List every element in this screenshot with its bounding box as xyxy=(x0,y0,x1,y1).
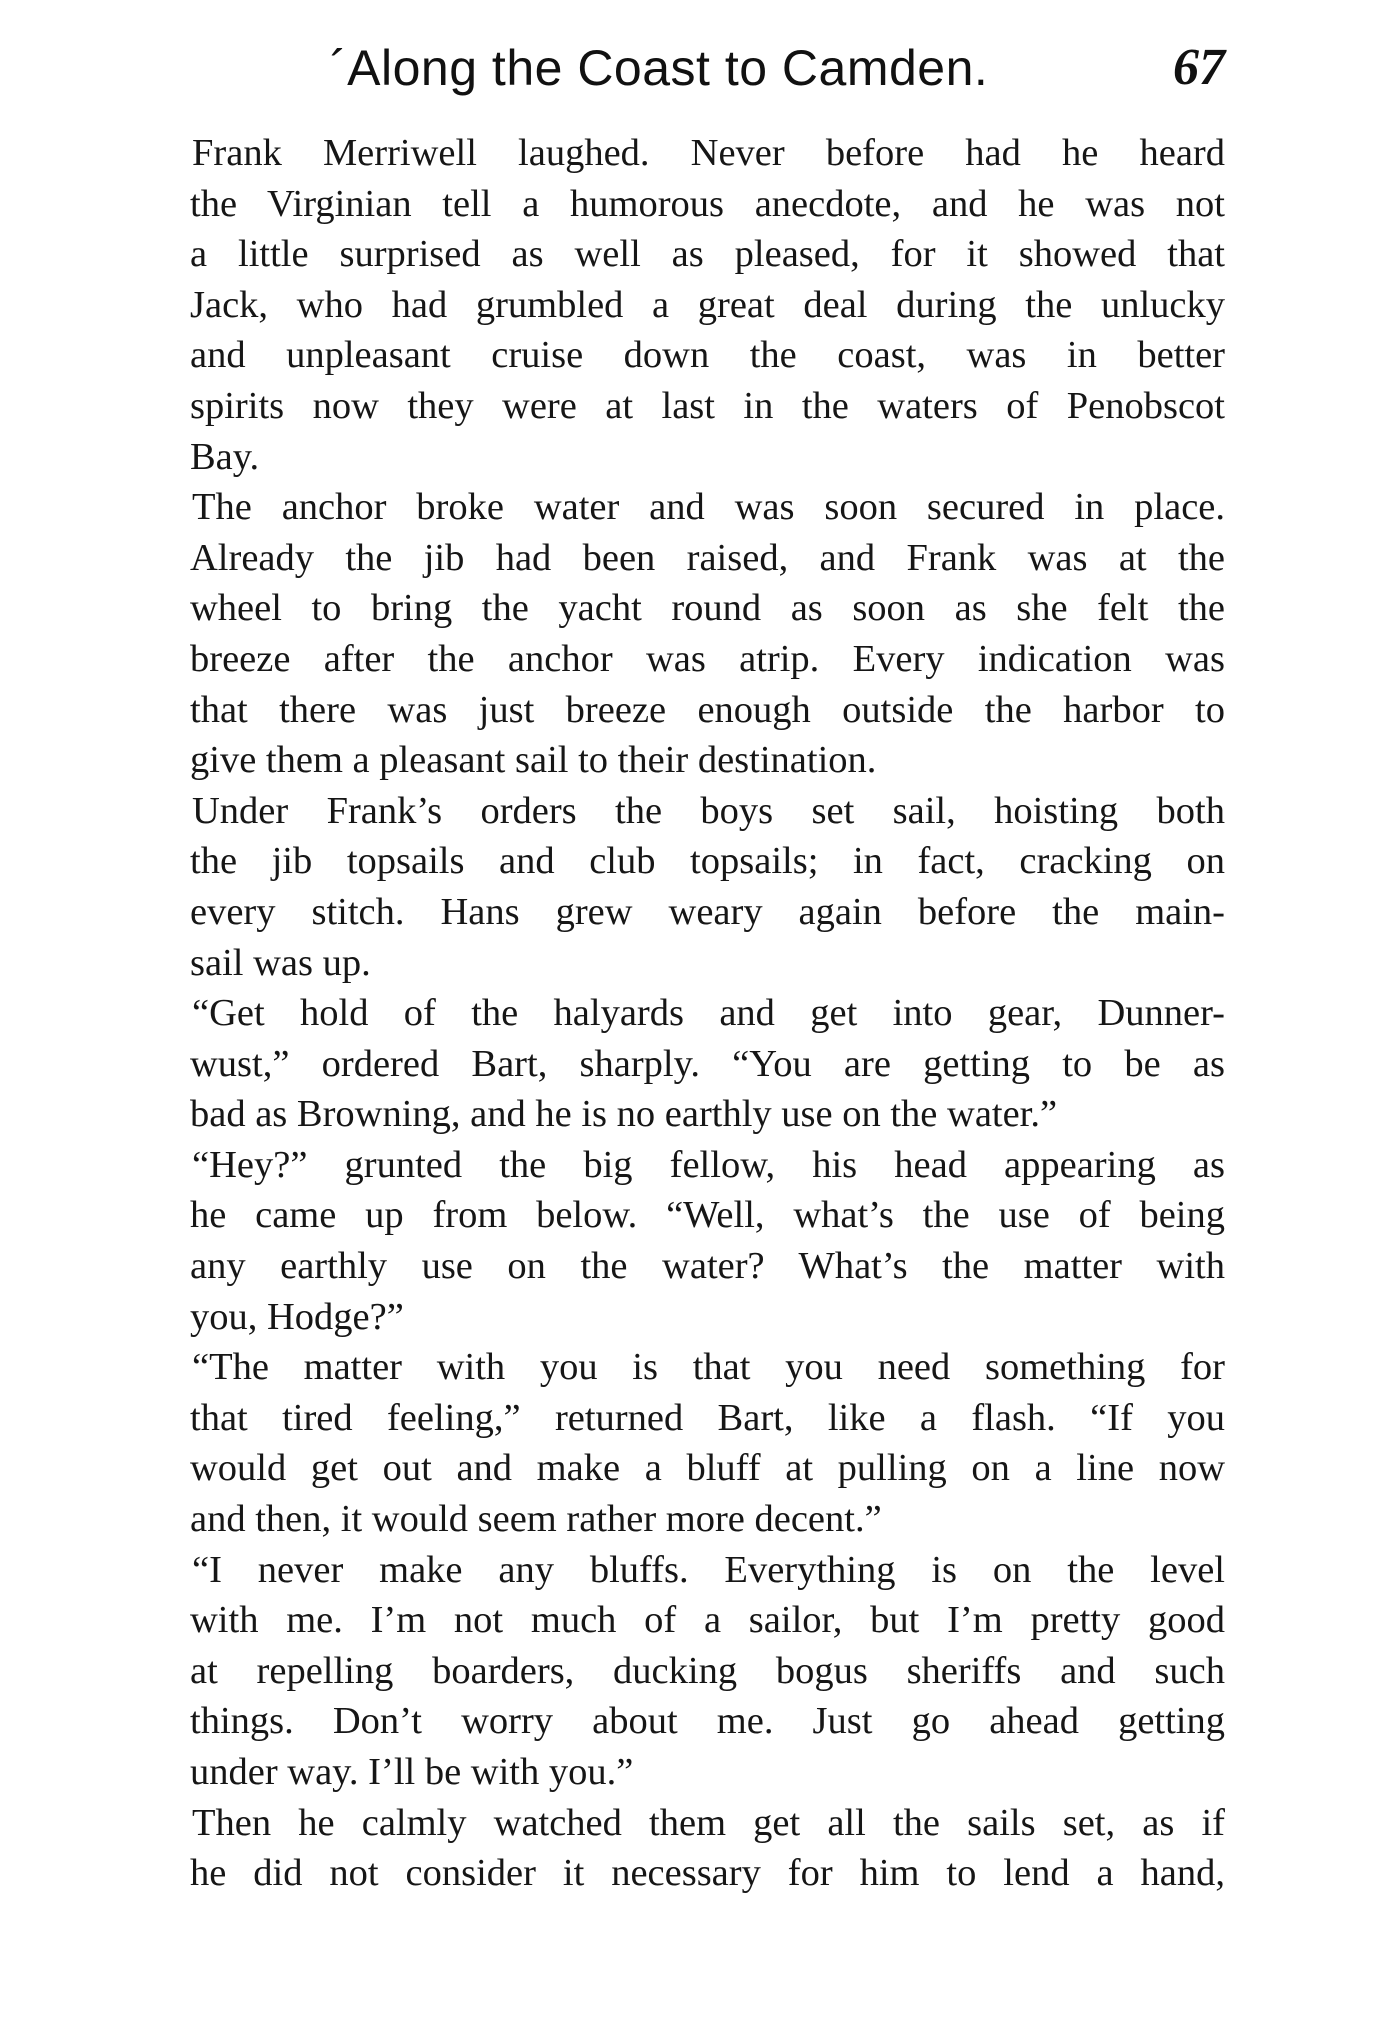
text-line: The anchor broke water and was soon secured in place. xyxy=(192,486,1225,529)
body-text xyxy=(190,128,1225,1899)
text-line: with me. I’m not much of a sailor, but I’m pretty good xyxy=(190,1599,1225,1642)
text-line: a little surprised as well as pleased, for it showed that xyxy=(190,233,1225,276)
paragraph xyxy=(190,482,1225,786)
text-line: wust,” ordered Bart, sharply. “You are getting to be as xyxy=(190,1042,1225,1085)
text-line: under way. I’ll be with you.” xyxy=(190,1751,634,1793)
text-line: would get out and make a bluff at pulling on a line now xyxy=(190,1447,1225,1490)
text-line: the jib topsails and club topsails; in fact, cracking on xyxy=(190,840,1225,883)
text-line: at repelling boarders, ducking bogus sheriffs and such xyxy=(190,1649,1225,1692)
text-line: and unpleasant cruise down the coast, was in better xyxy=(190,334,1225,377)
running-title: ´Along the Coast to Camden. xyxy=(330,40,989,96)
text-line: things. Don’t worry about me. Just go ahead getting xyxy=(190,1700,1225,1743)
text-line: Frank Merriwell laughed. Never before had he heard xyxy=(192,132,1225,174)
text-line: spirits now they were at last in the waters of Penobscot xyxy=(190,384,1225,427)
text-line: every stitch. Hans grew weary again before the main- xyxy=(190,890,1225,933)
text-line: he came up from below. “Well, what’s the use of being xyxy=(190,1194,1225,1237)
text-line: that tired feeling,” returned Bart, like a flash. “If you xyxy=(190,1396,1225,1439)
text-line: sail was up. xyxy=(190,941,371,984)
text-line: “Hey?” grunted the big fellow, his head appearing as xyxy=(192,1143,1225,1186)
text-line: bad as Browning, and he is no earthly use on the water.” xyxy=(190,1093,1058,1136)
text-line: that there was just breeze enough outside the harbor to xyxy=(190,688,1225,731)
paragraph xyxy=(190,1342,1225,1544)
text-line: Already the jib had been raised, and Frank was at the xyxy=(190,536,1225,579)
page-number: 67 xyxy=(1173,39,1225,96)
paragraph xyxy=(190,128,1225,482)
text-line: wheel to bring the yacht round as soon as she felt the xyxy=(190,587,1225,630)
text-line: “Get hold of the halyards and get into gear, Dunner- xyxy=(192,992,1225,1035)
text-line: you, Hodge?” xyxy=(190,1295,404,1338)
text-line: Jack, who had grumbled a great deal during the unlucky xyxy=(190,283,1225,326)
text-line: Under Frank’s orders the boys set sail, hoisting both xyxy=(192,789,1225,832)
paragraph xyxy=(190,1545,1225,1798)
text-line: give them a pleasant sail to their destination. xyxy=(190,739,877,782)
paragraph xyxy=(190,1140,1225,1342)
paragraph xyxy=(190,988,1225,1140)
text-line: the Virginian tell a humorous anecdote, and he was not xyxy=(190,182,1225,225)
paragraph xyxy=(190,1798,1225,1899)
text-line: “The matter with you is that you need something for xyxy=(192,1346,1225,1389)
running-head xyxy=(190,28,1225,108)
text-line: Bay. xyxy=(190,435,260,478)
text-line: Then he calmly watched them get all the sails set, as if xyxy=(192,1801,1225,1844)
paragraph xyxy=(190,786,1225,988)
text-line: and then, it would seem rather more decent.” xyxy=(190,1498,882,1541)
text-line: he did not consider it necessary for him to lend a hand, xyxy=(190,1852,1225,1895)
text-line: any earthly use on the water? What’s the matter with xyxy=(190,1245,1225,1288)
text-line: “I never make any bluffs. Everything is on the level xyxy=(192,1548,1225,1591)
text-line: breeze after the anchor was atrip. Every indication was xyxy=(190,637,1225,680)
